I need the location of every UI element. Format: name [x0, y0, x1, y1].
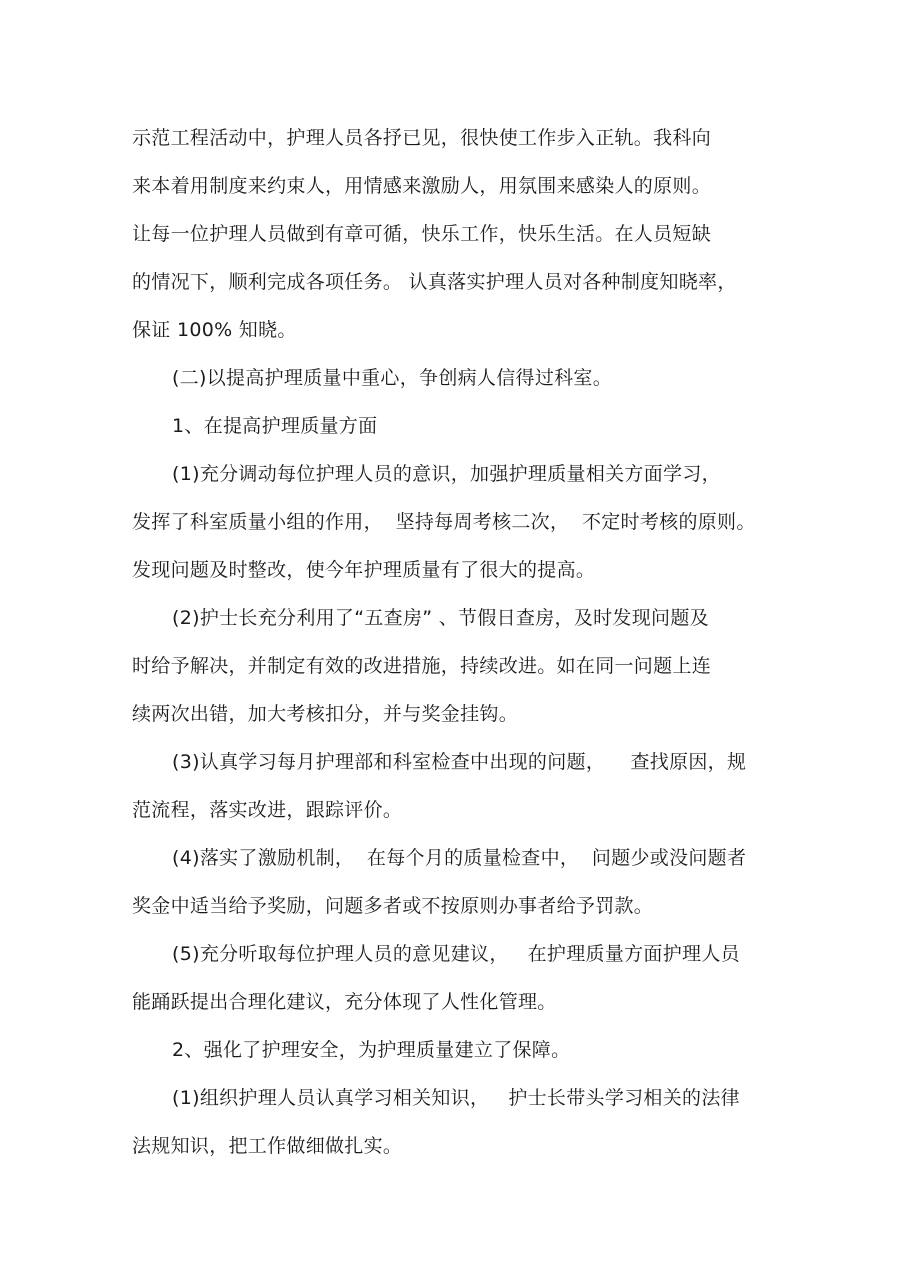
subsection-heading: 1、在提高护理质量方面: [172, 415, 378, 437]
text-line: 续两次出错，加大考核扣分，并与奖金挂钩。: [132, 703, 519, 725]
text-line: 发现问题及时整改，使今年护理质量有了很大的提高。: [132, 559, 596, 581]
text-line: 让每一位护理人员做到有章可循，快乐工作，快乐生活。在人员短缺: [132, 223, 712, 245]
text-line: 示范工程活动中，护理人员各抒已见，很快使工作步入正轨。我科向: [132, 127, 712, 149]
section-heading: (二)以提高护理质量中重心，争创病人信得过科室。: [172, 367, 613, 389]
text-line: (3)认真学习每月护理部和科室检查中出现的问题， 查找原因，规: [172, 751, 747, 773]
text-line: (4)落实了激励机制， 在每个月的质量检查中， 问题少或没问题者: [172, 847, 747, 869]
text-line: 奖金中适当给予奖励，问题多者或不按原则办事者给予罚款。: [132, 895, 654, 917]
subsection-heading: 2、强化了护理安全，为护理质量建立了保障。: [172, 1039, 571, 1061]
text-line: (2)护士长充分利用了“五查房” 、节假日查房，及时发现问题及: [172, 607, 709, 629]
text-line: (1)充分调动每位护理人员的意识，加强护理质量相关方面学习，: [172, 463, 721, 485]
text-line: 范流程，落实改进，跟踪评价。: [132, 799, 403, 821]
text-line: 来本着用制度来约束人，用情感来激励人，用氛围来感染人的原则。: [132, 175, 712, 197]
text-line: 发挥了科室质量小组的作用， 坚持每周考核二次， 不定时考核的原则。: [132, 511, 756, 533]
text-line: (5)充分听取每位护理人员的意见建议， 在护理质量方面护理人员: [172, 943, 740, 965]
text-line: (1)组织护理人员认真学习相关知识， 护士长带头学习相关的法律: [172, 1087, 740, 1109]
text-line: 时给予解决，并制定有效的改进措施，持续改进。如在同一问题上连: [132, 655, 712, 677]
text-line: 的情况下，顺利完成各项任务。 认真落实护理人员对各种制度知晓率，: [132, 271, 737, 293]
text-line: 保证 100% 知晓。: [132, 319, 297, 341]
text-line: 法规知识，把工作做细做扎实。: [132, 1135, 403, 1157]
text-line: 能踊跃提出合理化建议，充分体现了人性化管理。: [132, 991, 557, 1013]
